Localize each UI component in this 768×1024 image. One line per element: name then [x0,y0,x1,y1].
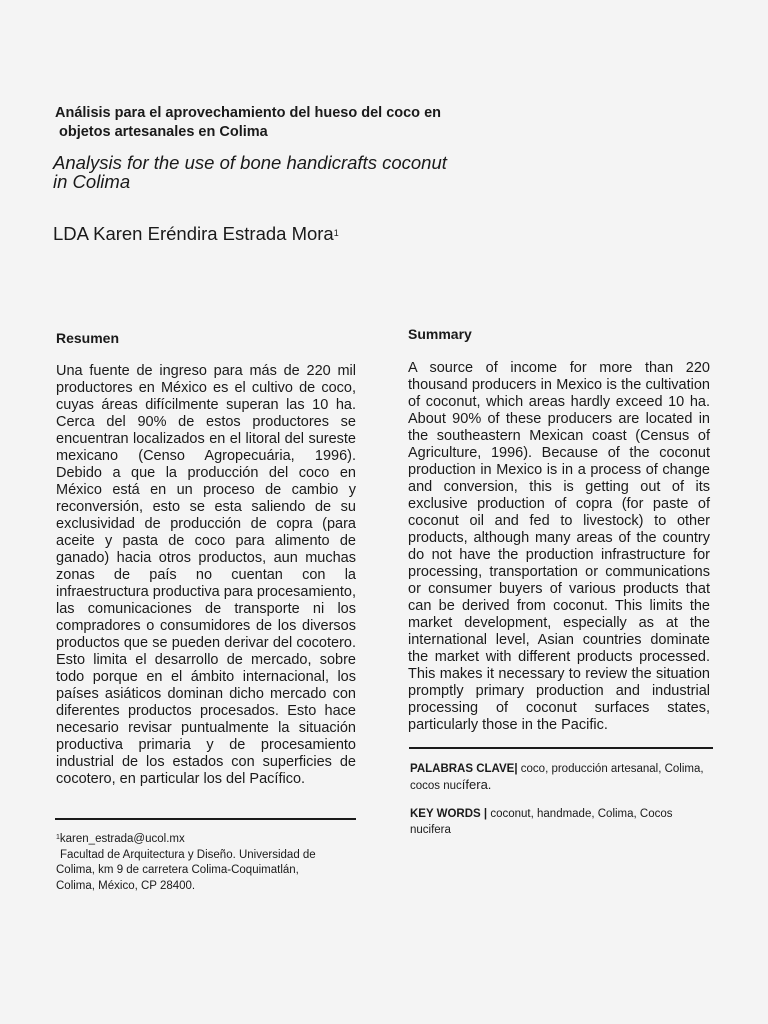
keywords-spanish-label: PALABRAS CLAVE| [410,763,518,775]
keywords-spanish-text-end: ífera. [461,777,492,792]
affiliation-line-3: Colima, México, CP 28400. [56,879,196,892]
author-footnote-mark: 1 [333,228,339,238]
footnote-mark: 1 [56,834,60,841]
author-name: LDA Karen Eréndira Estrada Mora [53,223,334,244]
spanish-title-line-2: objetos artesanales en Colima [59,124,268,140]
author-email: karen_estrada@ucol.mx [59,833,185,845]
author-line [53,223,339,245]
resumen-heading: Resumen [56,330,120,346]
summary-heading: Summary [408,326,472,342]
keywords-english-label: KEY WORDS | [410,808,488,820]
author-footnote [56,830,356,894]
affiliation-line-2: Colima, km 9 de carretera Colima-Coquimatlán, [56,864,299,876]
spanish-title-line-1: Análisis para el aprovechamiento del hueso del coco en [55,105,441,121]
keywords-english-text: coconut, handmade, Colima, Cocos nucifera [410,808,673,836]
keywords-english [410,806,710,838]
footnote-divider [55,818,356,820]
resumen-text: Una fuente de ingreso para más de 220 mil productores en México es el cultivo de coco, cuyas áreas difícilmente superan las 10 ha. Cerca del 90% de estos productores se encuentran localizados en el litoral del sureste mexicano (Censo Agropecuária, 1996). Debido a que la producción del coco en México está en un proceso de cambio y reconversión, esto se esta saliendo de su exclusividad de producción de copra (para aceite y pasta de coco para alimento de ganado) hacia otros productos, aun muchas zonas de país no cuentan con la infraestructura productiva para procesamiento, las comunicaciones de transporte ni los compradores o consumidores de los diversos productos que se pueden derivar del cocotero. Esto limita el desarrollo de mercado, sobre todo porque en el ámbito internacional, los países asiáticos dominan dicho mercado con diferentes productos procesados. Esto hace necesario revisar puntualmente la situación productiva primaria y de procesamiento industrial de los estados con superficies de cocotero, en particular los del Pacífico. [56,363,356,787]
summary-text: A source of income for more than 220 thousand producers in Mexico is the cultivation of coconut, which areas hardly exceed 10 ha. About 90% of these producers are located in the southeastern Mexican coast (Census of Agriculture, 1996). Because of the coconut production in Mexico is in a process of change and conversion, this is getting out of its exclusive production of copra (for paste of coconut oil and fed to livestock) to other products, although many areas of the country do not have the production infrastructure for processing, transportation or communications or consumer buyers of various products that can be derived from coconut. This limits the market development, especially as at the international level, Asian countries dominate the market with different products processed. This makes it necessary to review the situation promptly primary production and industrial processing of coconut surfaces states, particularly those in the Pacific. [408,360,710,733]
keywords-spanish [410,761,710,794]
keywords-divider [409,747,713,749]
english-title [53,153,473,191]
keywords-spanish-text: coco, producción artesanal, Colima, cocos nuc [410,763,704,792]
affiliation-line-1: Facultad de Arquitectura y Diseño. Universidad de [60,848,316,861]
spanish-title [55,104,475,142]
english-title-line-1: Analysis for the use of bone handicrafts coconut [53,152,447,173]
english-title-line-2: in Colima [53,171,131,192]
